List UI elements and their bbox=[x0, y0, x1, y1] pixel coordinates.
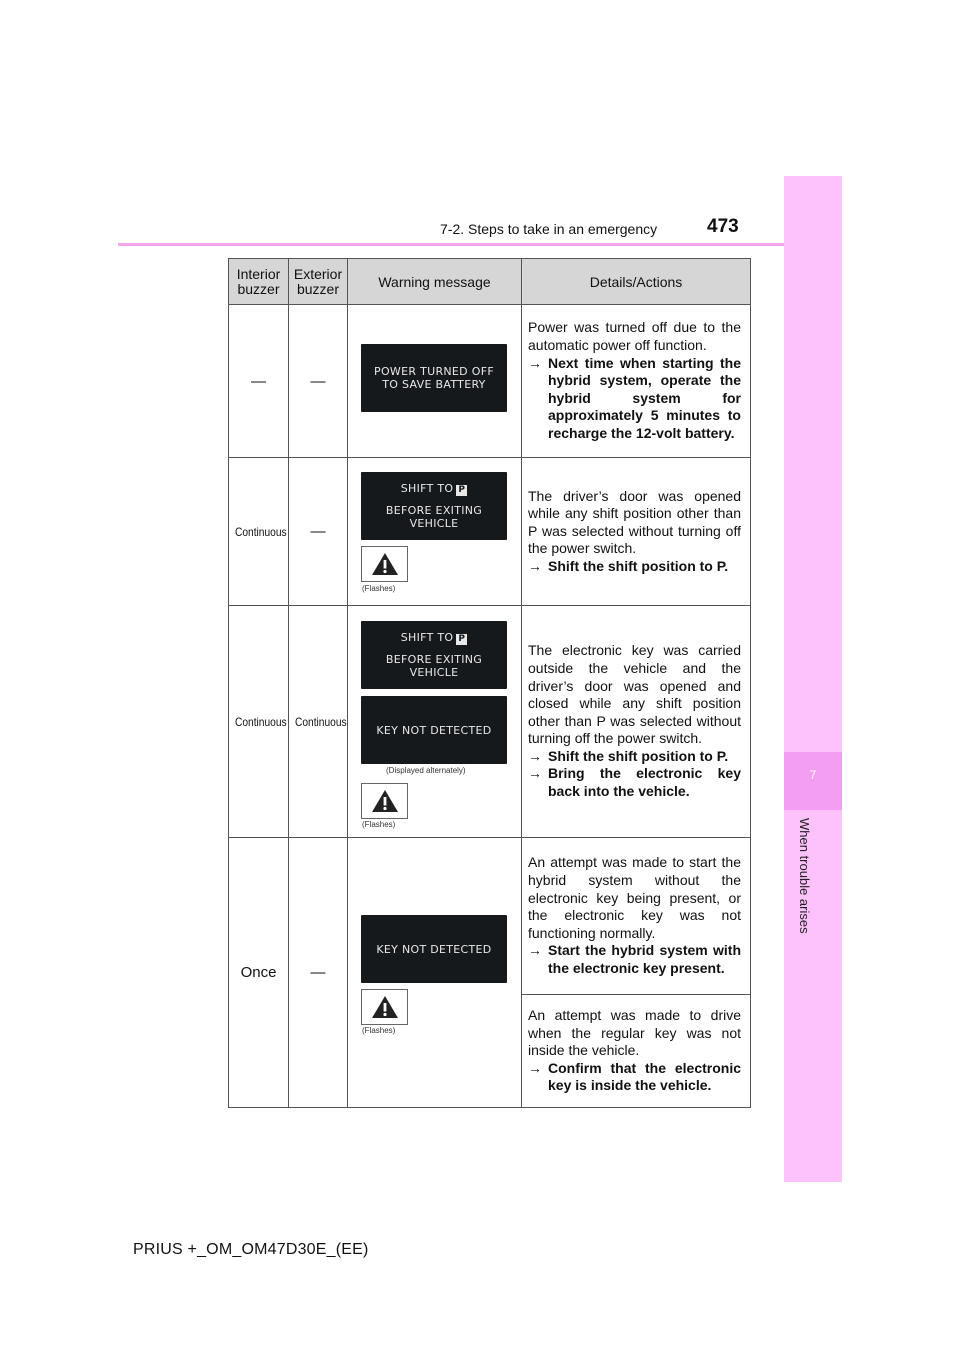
exterior-buzzer-cell bbox=[289, 458, 348, 606]
flashes-caption: (Flashes) bbox=[362, 820, 396, 829]
header-exterior-buzzer: Exterior buzzer bbox=[289, 259, 348, 305]
display-screen bbox=[361, 621, 507, 689]
details-text: An attempt was made to drive when the regular key was not inside the vehicle. bbox=[528, 1007, 741, 1059]
display-screen bbox=[361, 696, 507, 764]
table-row bbox=[229, 838, 751, 995]
display-screen bbox=[361, 915, 507, 983]
screen-line: BEFORE EXITING bbox=[385, 653, 483, 666]
details-text: Power was turned off due to the automatic power off function. bbox=[528, 319, 741, 354]
screen-line: KEY NOT DETECTED bbox=[376, 942, 492, 956]
action-text: Next time when starting the hybrid system, operate the hybrid system for approximately 5 minutes to recharge the 12-volt battery. bbox=[548, 354, 741, 441]
exterior-buzzer-value: — bbox=[310, 964, 326, 981]
action-item bbox=[528, 942, 741, 977]
interior-buzzer-cell bbox=[229, 458, 289, 606]
flashes-caption: (Flashes) bbox=[362, 1026, 396, 1035]
screen-line: BEFORE EXITING bbox=[385, 504, 483, 517]
screen-text: SHIFT TO bbox=[400, 631, 454, 644]
warning-triangle-icon bbox=[361, 783, 408, 819]
interior-buzzer-value: Continuous bbox=[235, 714, 287, 729]
arrow-icon: → bbox=[528, 1059, 542, 1076]
interior-buzzer-cell bbox=[229, 305, 289, 458]
action-item bbox=[528, 558, 741, 576]
action-item bbox=[528, 748, 741, 766]
header-rule bbox=[118, 243, 784, 246]
interior-buzzer-cell bbox=[229, 838, 289, 1108]
header-warning-message: Warning message bbox=[348, 259, 522, 305]
display-screen bbox=[361, 344, 507, 412]
chapter-label: When trouble arises bbox=[797, 818, 812, 934]
screen-line: KEY NOT DETECTED bbox=[376, 723, 492, 737]
arrow-icon: → bbox=[528, 354, 542, 371]
screen-line: VEHICLE bbox=[409, 666, 459, 679]
header-interior-buzzer: Interior buzzer bbox=[229, 259, 289, 305]
flashes-caption: (Flashes) bbox=[362, 584, 396, 593]
warning-table bbox=[228, 258, 751, 1108]
action-text: Shift the shift position to P. bbox=[548, 557, 729, 574]
exterior-buzzer-cell bbox=[289, 305, 348, 458]
screen-line: POWER TURNED OFF bbox=[374, 365, 494, 378]
exterior-buzzer-value: Continuous bbox=[295, 714, 347, 729]
table-row bbox=[229, 305, 751, 458]
details-cell bbox=[522, 305, 751, 458]
action-item bbox=[528, 355, 741, 443]
warning-triangle-icon bbox=[361, 989, 408, 1025]
details-text: The driver’s door was opened while any shift position other than P was selected without turning off the power switch. bbox=[528, 487, 741, 557]
arrow-icon: → bbox=[528, 747, 542, 764]
screen-line: TO SAVE BATTERY bbox=[382, 378, 486, 391]
interior-buzzer-value: — bbox=[251, 372, 266, 390]
chapter-number: 7 bbox=[809, 768, 817, 782]
action-item bbox=[528, 765, 741, 800]
interior-buzzer-value: Continuous bbox=[235, 524, 287, 539]
action-text: Shift the shift position to P. bbox=[548, 747, 729, 764]
arrow-icon: → bbox=[528, 942, 542, 959]
interior-buzzer-cell bbox=[229, 606, 289, 838]
arrow-icon: → bbox=[528, 557, 542, 574]
details-cell bbox=[522, 606, 751, 838]
screen-line bbox=[401, 631, 468, 645]
screen-line: VEHICLE bbox=[409, 517, 459, 530]
screen-line bbox=[401, 482, 468, 496]
action-text: Confirm that the electronic key is inside the vehicle. bbox=[548, 1059, 741, 1094]
section-title: 7-2. Steps to take in an emergency bbox=[440, 221, 658, 237]
table-row bbox=[229, 458, 751, 606]
details-cell bbox=[522, 995, 751, 1108]
exterior-buzzer-cell bbox=[289, 606, 348, 838]
warning-message-cell bbox=[348, 305, 522, 458]
header-details-actions: Details/Actions bbox=[522, 259, 751, 305]
action-text: Bring the electronic key back into the vehicle. bbox=[548, 765, 741, 800]
p-position-icon: P bbox=[458, 634, 466, 644]
document-code: PRIUS +_OM_OM47D30E_(EE) bbox=[133, 1241, 369, 1258]
page-number: 473 bbox=[707, 216, 739, 237]
action-item bbox=[528, 1060, 741, 1095]
alternate-caption: (Displayed alternately) bbox=[386, 766, 466, 775]
warning-triangle-icon bbox=[361, 546, 408, 582]
warning-message-cell bbox=[348, 458, 522, 606]
display-screen bbox=[361, 472, 507, 540]
arrow-icon: → bbox=[528, 765, 542, 782]
details-cell bbox=[522, 458, 751, 606]
exterior-buzzer-value: — bbox=[310, 372, 326, 390]
details-text: An attempt was made to start the hybrid system without the electronic key being present, or the electronic key was not functioning normally. bbox=[528, 854, 741, 941]
table-row bbox=[229, 606, 751, 838]
screen-text: SHIFT TO bbox=[400, 482, 454, 495]
side-tab bbox=[784, 176, 842, 1182]
details-cell bbox=[522, 838, 751, 995]
details-text: The electronic key was carried outside the vehicle and the driver’s door was opened and closed while any shift position other than P was selected without turning off the power switch. bbox=[528, 642, 741, 747]
warning-message-cell bbox=[348, 838, 522, 1108]
interior-buzzer-value: Once bbox=[240, 964, 277, 981]
exterior-buzzer-cell bbox=[289, 838, 348, 1108]
warning-message-cell bbox=[348, 606, 522, 838]
table-header-row bbox=[229, 259, 751, 305]
exterior-buzzer-value: — bbox=[310, 523, 326, 540]
action-text: Start the hybrid system with the electronic key present. bbox=[548, 942, 741, 976]
p-position-icon: P bbox=[458, 485, 466, 495]
